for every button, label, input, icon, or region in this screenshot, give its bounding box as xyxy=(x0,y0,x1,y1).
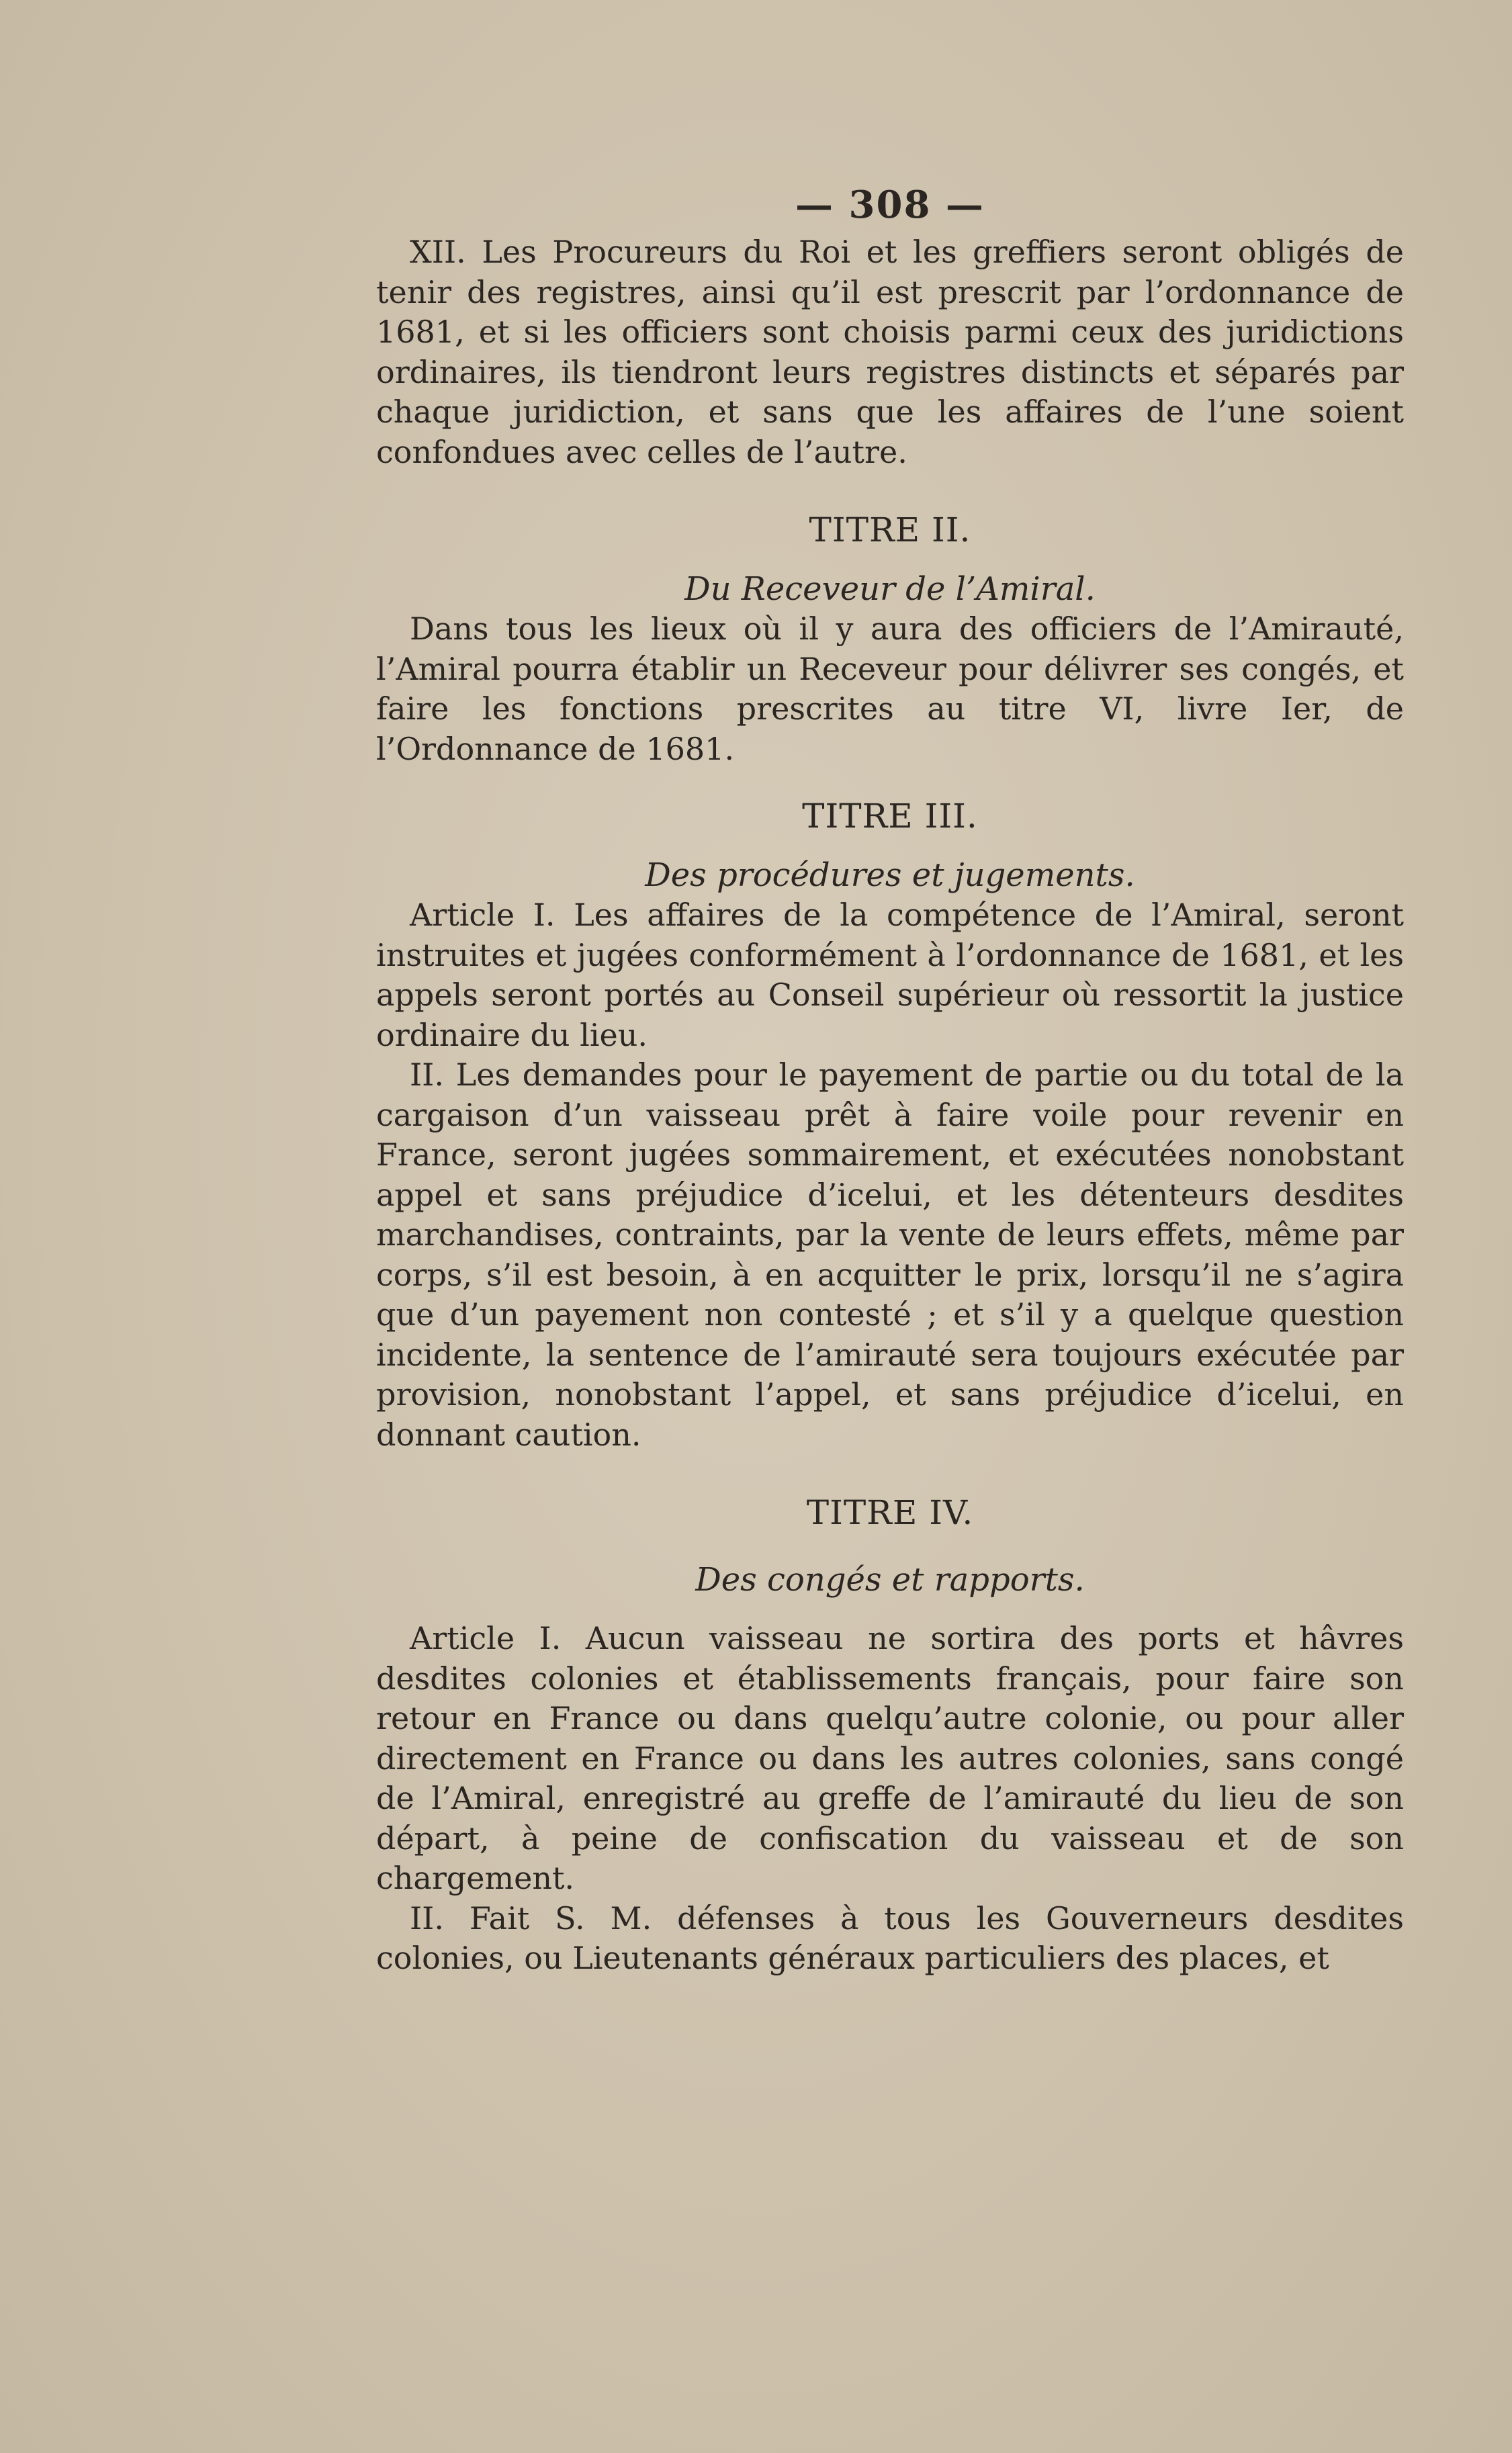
titre-3-heading: TITRE III. xyxy=(802,797,978,836)
titre-4-heading: TITRE IV. xyxy=(806,1493,974,1532)
titre-2-heading: TITRE II. xyxy=(809,510,971,549)
titre-2-paragraph: Dans tous les lieux où il y aura des officiers de l’Amirauté, l’Amiral pourra établir un Receveur pour délivrer ses congés, et faire les fonctions prescrites au titre VI, livre Ier, de l’Ordonnance de 1681. xyxy=(376,611,1404,767)
titre-4-article-2: II. Fait S. M. défenses à tous les Gouverneurs desdites colonies, ou Lieutenants généraux particuliers des places, et xyxy=(376,1900,1404,1976)
titre-4-subtitle: Des congés et rapports. xyxy=(695,1561,1085,1599)
titre-3-subtitle: Des procédures et jugements. xyxy=(645,856,1135,894)
page-number: — 308 — xyxy=(795,183,985,227)
article-xii-paragraph: XII. Les Procureurs du Roi et les greffiers seront obligés de tenir des registres, ainsi qu’il est prescrit par l’ordonnance de 1681, et si les officiers sont choisis parmi ceux des juridictions ordinaires, ils tiendront leurs registres distincts et séparés par chaque juridiction, et sans que les affaires de l’une soient confondues avec celles de l’autre. xyxy=(376,234,1404,470)
titre-3-article-1: Article I. Les affaires de la compétence de l’Amiral, seront instruites et jugées conformément à l’ordonnance de 1681, et les appels seront portés au Conseil supérieur où ressortit la justice ordinaire du lieu. xyxy=(376,897,1404,1053)
titre-2-subtitle: Du Receveur de l’Amiral. xyxy=(684,570,1096,608)
page xyxy=(376,181,1404,1979)
titre-3-article-2: II. Les demandes pour le payement de partie ou du total de la cargaison d’un vaisseau prêt à faire voile pour revenir en France, seront jugées sommairement, et exécutées nonobstant appel et sans préjudice d’icelui, et les détenteurs desdites marchandises, contraints, par la vente de leurs effets, même par corps, s’il est besoin, à en acquitter le prix, lorsqu’il ne s’agira que d’un payement non contesté ; et s’il y a quelque question incidente, la sentence de l’amirauté sera toujours exécutée par provision, nonobstant l’appel, et sans préjudice d’icelui, en donnant caution. xyxy=(376,1057,1404,1453)
titre-4-article-1: Article I. Aucun vaisseau ne sortira des ports et hâvres desdites colonies et établissements français, pour faire son retour en France ou dans quelqu’autre colonie, ou pour aller directement en France ou dans les autres colonies, sans congé de l’Amiral, enregistré au greffe de l’amirauté du lieu de son départ, à peine de confiscation du vaisseau et de son chargement. xyxy=(376,1620,1404,1896)
